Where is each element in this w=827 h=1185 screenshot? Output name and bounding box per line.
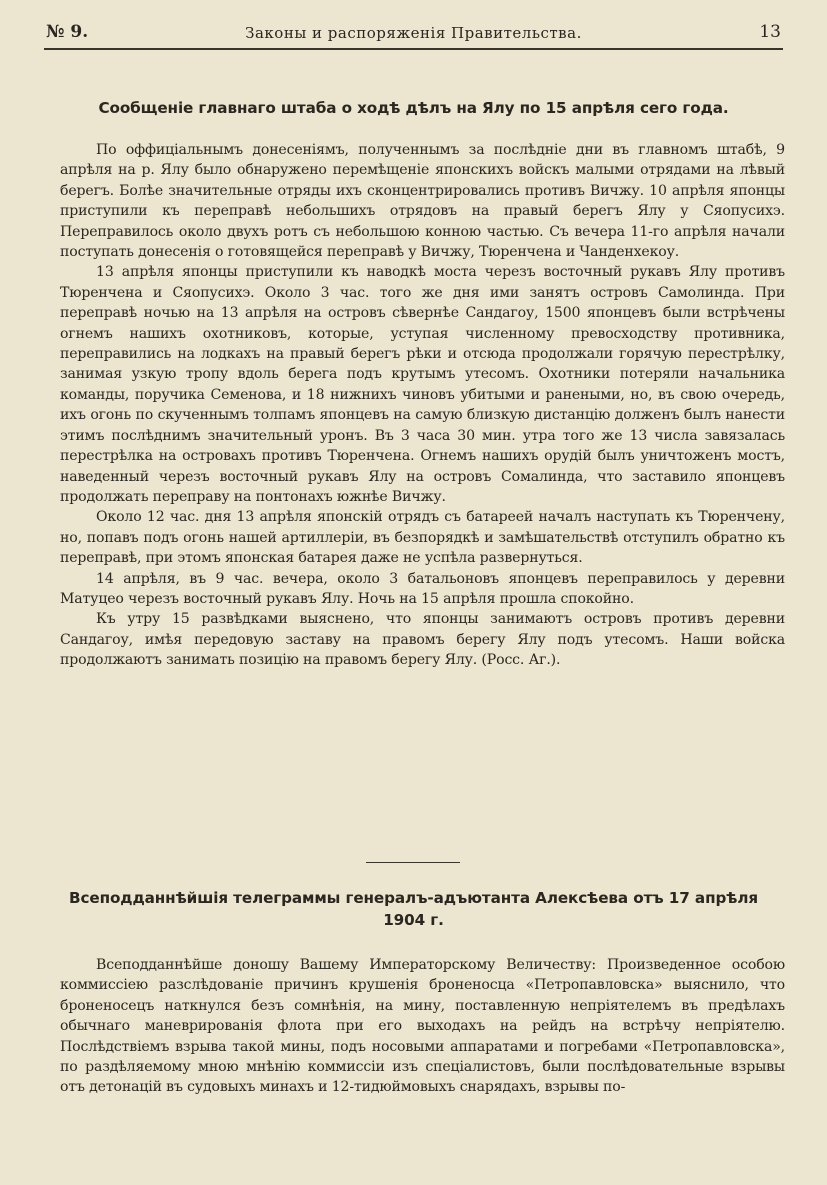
running-title: Законы и распоряженія Правительства.: [245, 24, 582, 42]
paragraph: Около 12 час. дня 13 апрѣля японскій отрядъ съ батареей началъ наступать къ Тюренчену, но, попавъ подъ огонь нашей артиллеріи, въ безпорядкѣ и замѣшательствѣ отступилъ обратно къ переправѣ, при этомъ японская батарея даже не успѣла развернуться.: [60, 509, 785, 567]
paragraph: По оффиціальнымъ донесеніямъ, полученнымъ за послѣдніе дни въ главномъ штабѣ, 9 апрѣля на р. Ялу было обнаружено перемѣщеніе японскихъ войскъ малыми отрядами на лѣвый берегъ. Болѣе значительные отряды ихъ сконцентрировались противъ Вичжу. 10 апрѣля японцы приступили къ переправѣ небольшихъ отрядовъ на правый берегъ Ялу у Сяопусихэ. Переправилось около двухъ ротъ съ небольшою конною частью. Съ вечера 11-го апрѣля начали поступать донесенія о готовящейся переправѣ у Вичжу, Тюренчена и Чанденхекоу.: [60, 142, 785, 261]
article-body-yalu: [60, 140, 785, 671]
article-body-telegrams: [60, 955, 785, 1098]
paragraph: 14 апрѣля, въ 9 час. вечера, около 3 батальоновъ японцевъ переправилось у деревни Матуцео черезъ восточный рукавъ Ялу. Ночь на 15 апрѣля прошла спокойно.: [60, 570, 785, 607]
section-heading-telegrams: Всеподданнѣйшія телеграммы генералъ-адъютанта Алексѣева отъ 17 апрѣля 1904 г.: [69, 889, 758, 929]
section-divider: [366, 862, 460, 863]
page-number: 13: [759, 22, 781, 42]
issue-number: № 9.: [46, 22, 89, 42]
page-header: [44, 18, 783, 50]
paragraph: Къ утру 15 развѣдками выяснено, что японцы занимаютъ островъ противъ деревни Сандагоу, имѣя передовую заставу на правомъ берегу Ялу подъ утесомъ. Наши войска продолжаютъ занимать позицію на правомъ берегу Ялу. (Росс. Аг.).: [60, 611, 785, 669]
paragraph: Всеподданнѣйше доношу Вашему Императорскому Величеству: Произведенное особою коммиссіею разслѣдованіе причинъ крушенія броненосца «Петропавловска» выяснило, что броненосецъ наткнулся безъ сомнѣнія, на мину, поставленную непріятелемъ въ предѣлахъ обычнаго маневрированія флота при его выходахъ на рейдъ на встрѣчу непріятелю. Послѣдствіемъ взрыва такой мины, подъ носовыми аппаратами и погребами «Петропавловска», по раздѣляемому мною мнѣнію коммиссіи изъ спеціалистовъ, были послѣдовательные взрывы отъ детонацій въ судовыхъ минахъ и 12-тидюймовыхъ снарядахъ, взрывы по-: [60, 957, 785, 1096]
section-heading-yalu: Сообщеніе главнаго штаба о ходѣ дѣлъ на Ялу по 15 апрѣля сего года.: [98, 99, 729, 117]
paragraph: 13 апрѣля японцы приступили къ наводкѣ моста черезъ восточный рукавъ Ялу противъ Тюренчена и Сяопусихэ. Около 3 час. того же дня ими занятъ островъ Самолинда. При переправѣ ночью на 13 апрѣля на островъ сѣвернѣе Сандагоу, 1500 японцевъ были встрѣчены огнемъ нашихъ охотниковъ, которые, уступая численному превосходству противника, переправились на лодкахъ на правый берегъ рѣки и отсюда продолжали горячую перестрѣлку, занимая узкую тропу вдоль берега подъ крутымъ утесомъ. Охотники потеряли начальника команды, поручика Семенова, и 18 нижнихъ чиновъ убитыми и ранеными, но, въ свою очередь, ихъ огонь по скученнымъ толпамъ японцевъ на самую близкую дистанцію долженъ былъ нанести этимъ послѣднимъ значительный уронъ. Въ 3 часа 30 мин. утра того же 13 числа завязалась перестрѣлка на островахъ противъ Тюренчена. Огнемъ нашихъ орудій былъ уничтоженъ мостъ, наведенный черезъ восточный рукавъ Ялу на островъ Сомалинда, что заставило японцевъ продолжать переправу на понтонахъ южнѣе Вичжу.: [60, 264, 785, 505]
